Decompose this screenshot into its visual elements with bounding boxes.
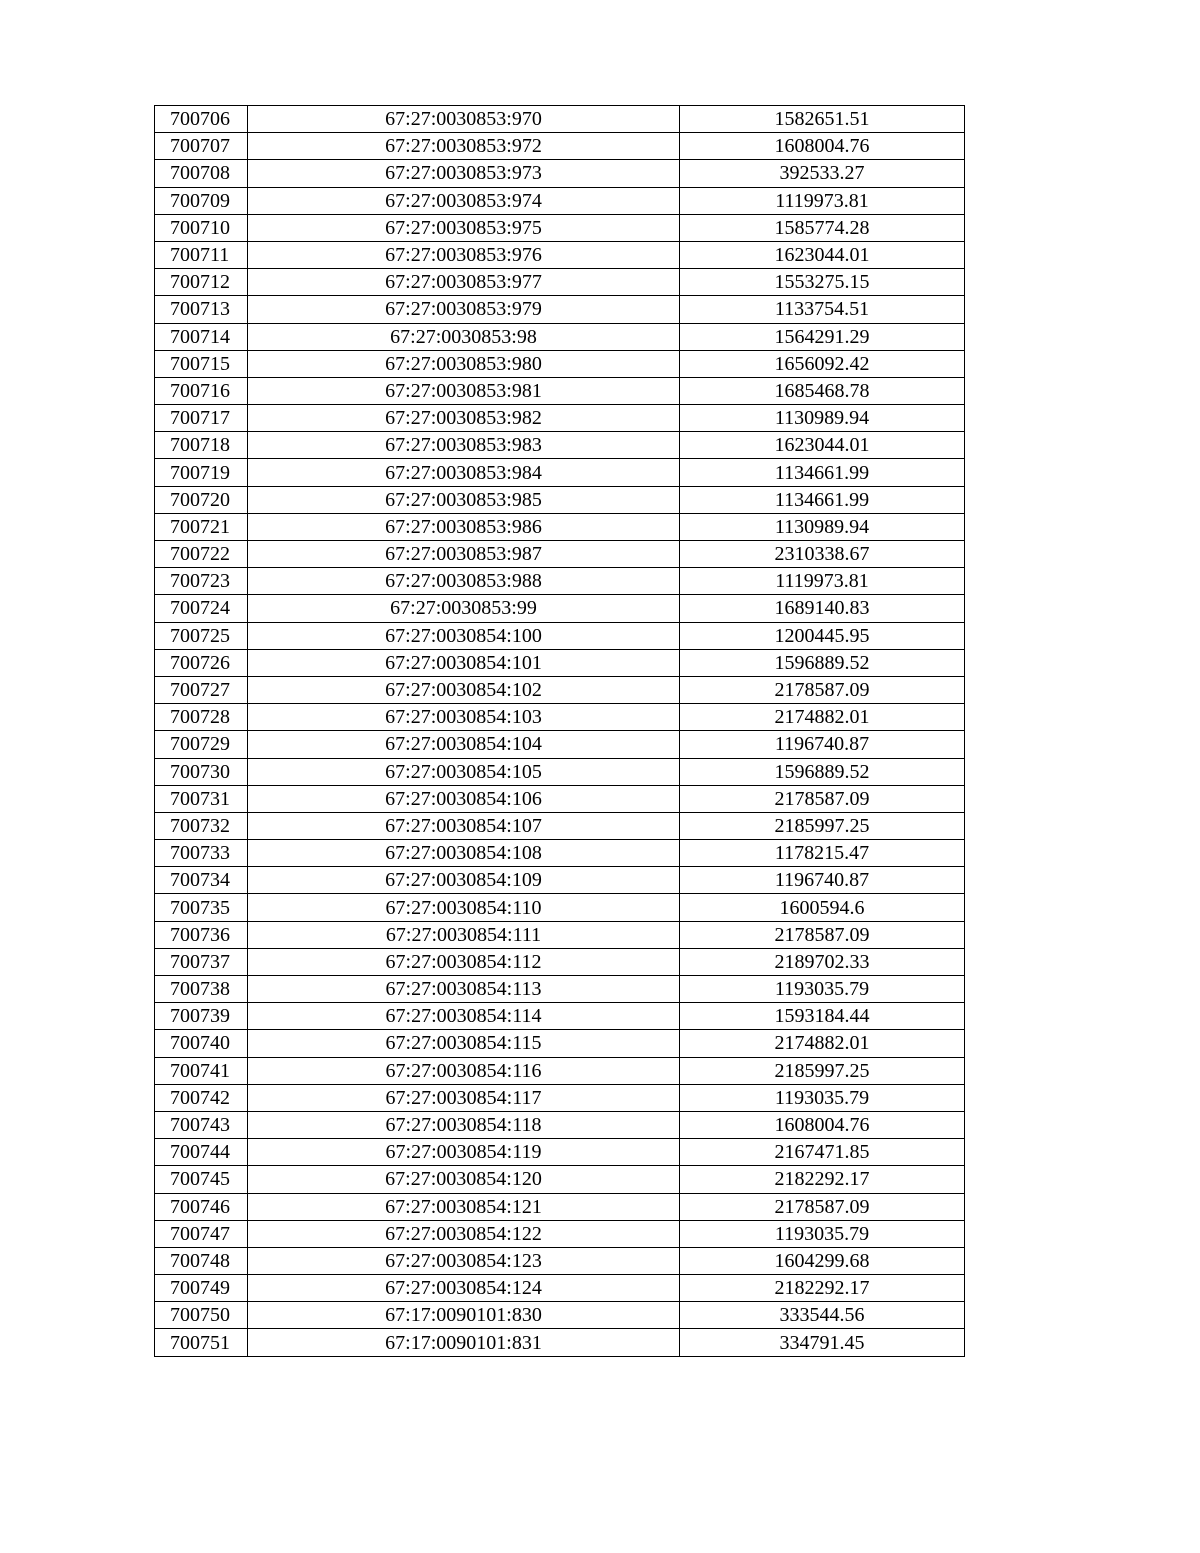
table-row bbox=[155, 867, 965, 894]
row-number-cell: 700718 bbox=[155, 432, 248, 459]
row-number-cell: 700731 bbox=[155, 785, 248, 812]
cadastral-number-cell: 67:27:0030853:972 bbox=[248, 133, 680, 160]
cadastral-number-cell: 67:27:0030854:109 bbox=[248, 867, 680, 894]
cadastral-value-cell: 2174882.01 bbox=[680, 704, 965, 731]
table-row bbox=[155, 731, 965, 758]
cadastral-value-cell: 1600594.6 bbox=[680, 894, 965, 921]
cadastral-number-cell: 67:27:0030854:123 bbox=[248, 1247, 680, 1274]
cadastral-number-cell: 67:27:0030854:118 bbox=[248, 1111, 680, 1138]
cadastral-number-cell: 67:27:0030853:983 bbox=[248, 432, 680, 459]
cadastral-number-cell: 67:27:0030854:122 bbox=[248, 1220, 680, 1247]
table-row bbox=[155, 704, 965, 731]
cadastral-number-cell: 67:17:0090101:831 bbox=[248, 1329, 680, 1356]
row-number-cell: 700737 bbox=[155, 948, 248, 975]
row-number-cell: 700732 bbox=[155, 812, 248, 839]
cadastral-number-cell: 67:27:0030853:976 bbox=[248, 241, 680, 268]
cadastral-number-cell: 67:27:0030854:103 bbox=[248, 704, 680, 731]
table-row bbox=[155, 296, 965, 323]
cadastral-number-cell: 67:27:0030854:113 bbox=[248, 976, 680, 1003]
row-number-cell: 700743 bbox=[155, 1111, 248, 1138]
cadastral-value-cell: 1585774.28 bbox=[680, 214, 965, 241]
cadastral-number-cell: 67:27:0030854:115 bbox=[248, 1030, 680, 1057]
table-row bbox=[155, 1084, 965, 1111]
row-number-cell: 700747 bbox=[155, 1220, 248, 1247]
table-row bbox=[155, 1139, 965, 1166]
cadastral-value-cell: 1119973.81 bbox=[680, 568, 965, 595]
table-row bbox=[155, 133, 965, 160]
table-row bbox=[155, 595, 965, 622]
cadastral-number-cell: 67:27:0030854:101 bbox=[248, 649, 680, 676]
table-row bbox=[155, 1057, 965, 1084]
cadastral-value-cell: 1685468.78 bbox=[680, 377, 965, 404]
cadastral-number-cell: 67:27:0030853:985 bbox=[248, 486, 680, 513]
cadastral-value-cell: 1178215.47 bbox=[680, 840, 965, 867]
row-number-cell: 700721 bbox=[155, 513, 248, 540]
cadastral-number-cell: 67:27:0030854:106 bbox=[248, 785, 680, 812]
row-number-cell: 700720 bbox=[155, 486, 248, 513]
row-number-cell: 700739 bbox=[155, 1003, 248, 1030]
table-row bbox=[155, 948, 965, 975]
row-number-cell: 700724 bbox=[155, 595, 248, 622]
cadastral-number-cell: 67:27:0030853:982 bbox=[248, 405, 680, 432]
cadastral-number-cell: 67:27:0030853:979 bbox=[248, 296, 680, 323]
table-row bbox=[155, 541, 965, 568]
row-number-cell: 700745 bbox=[155, 1166, 248, 1193]
cadastral-number-cell: 67:27:0030854:105 bbox=[248, 758, 680, 785]
table-row bbox=[155, 106, 965, 133]
row-number-cell: 700710 bbox=[155, 214, 248, 241]
table-row bbox=[155, 840, 965, 867]
table-row bbox=[155, 513, 965, 540]
cadastral-number-cell: 67:27:0030853:987 bbox=[248, 541, 680, 568]
table-row bbox=[155, 649, 965, 676]
table-row bbox=[155, 1030, 965, 1057]
row-number-cell: 700741 bbox=[155, 1057, 248, 1084]
cadastral-number-cell: 67:27:0030854:121 bbox=[248, 1193, 680, 1220]
table-row bbox=[155, 350, 965, 377]
cadastral-number-cell: 67:27:0030854:120 bbox=[248, 1166, 680, 1193]
table-row bbox=[155, 1003, 965, 1030]
cadastral-number-cell: 67:27:0030854:116 bbox=[248, 1057, 680, 1084]
cadastral-value-cell: 1608004.76 bbox=[680, 1111, 965, 1138]
row-number-cell: 700729 bbox=[155, 731, 248, 758]
cadastral-number-cell: 67:27:0030854:111 bbox=[248, 921, 680, 948]
table-row bbox=[155, 1275, 965, 1302]
cadastral-value-cell: 2167471.85 bbox=[680, 1139, 965, 1166]
cadastral-value-cell: 1623044.01 bbox=[680, 241, 965, 268]
table-row bbox=[155, 676, 965, 703]
cadastral-number-cell: 67:27:0030854:124 bbox=[248, 1275, 680, 1302]
table-row bbox=[155, 377, 965, 404]
row-number-cell: 700715 bbox=[155, 350, 248, 377]
cadastral-value-cell: 1130989.94 bbox=[680, 513, 965, 540]
row-number-cell: 700746 bbox=[155, 1193, 248, 1220]
table-row bbox=[155, 187, 965, 214]
row-number-cell: 700707 bbox=[155, 133, 248, 160]
row-number-cell: 700714 bbox=[155, 323, 248, 350]
table-row bbox=[155, 1193, 965, 1220]
cadastral-value-cell: 334791.45 bbox=[680, 1329, 965, 1356]
cadastral-number-cell: 67:27:0030853:988 bbox=[248, 568, 680, 595]
table-row bbox=[155, 921, 965, 948]
table-row bbox=[155, 1111, 965, 1138]
cadastral-value-cell: 1193035.79 bbox=[680, 1084, 965, 1111]
row-number-cell: 700706 bbox=[155, 106, 248, 133]
cadastral-value-cell: 1623044.01 bbox=[680, 432, 965, 459]
table-row bbox=[155, 1166, 965, 1193]
cadastral-number-cell: 67:27:0030853:986 bbox=[248, 513, 680, 540]
table-body bbox=[155, 106, 965, 1357]
cadastral-number-cell: 67:27:0030853:981 bbox=[248, 377, 680, 404]
cadastral-number-cell: 67:27:0030854:100 bbox=[248, 622, 680, 649]
row-number-cell: 700735 bbox=[155, 894, 248, 921]
cadastral-value-cell: 392533.27 bbox=[680, 160, 965, 187]
row-number-cell: 700713 bbox=[155, 296, 248, 323]
table-row bbox=[155, 812, 965, 839]
table-row bbox=[155, 894, 965, 921]
row-number-cell: 700730 bbox=[155, 758, 248, 785]
cadastral-number-cell: 67:27:0030853:980 bbox=[248, 350, 680, 377]
cadastral-number-cell: 67:27:0030854:119 bbox=[248, 1139, 680, 1166]
table-row bbox=[155, 432, 965, 459]
cadastral-number-cell: 67:27:0030853:99 bbox=[248, 595, 680, 622]
row-number-cell: 700727 bbox=[155, 676, 248, 703]
cadastral-number-cell: 67:27:0030853:975 bbox=[248, 214, 680, 241]
cadastral-value-cell: 1134661.99 bbox=[680, 459, 965, 486]
cadastral-number-cell: 67:27:0030853:984 bbox=[248, 459, 680, 486]
cadastral-number-cell: 67:17:0090101:830 bbox=[248, 1302, 680, 1329]
cadastral-number-cell: 67:27:0030854:117 bbox=[248, 1084, 680, 1111]
row-number-cell: 700740 bbox=[155, 1030, 248, 1057]
cadastral-value-cell: 1564291.29 bbox=[680, 323, 965, 350]
table-row bbox=[155, 568, 965, 595]
row-number-cell: 700736 bbox=[155, 921, 248, 948]
cadastral-value-cell: 1604299.68 bbox=[680, 1247, 965, 1274]
row-number-cell: 700751 bbox=[155, 1329, 248, 1356]
table-row bbox=[155, 622, 965, 649]
cadastral-value-cell: 1134661.99 bbox=[680, 486, 965, 513]
cadastral-value-table bbox=[154, 105, 965, 1357]
cadastral-number-cell: 67:27:0030853:977 bbox=[248, 269, 680, 296]
cadastral-value-cell: 2178587.09 bbox=[680, 785, 965, 812]
row-number-cell: 700744 bbox=[155, 1139, 248, 1166]
table-row bbox=[155, 405, 965, 432]
row-number-cell: 700728 bbox=[155, 704, 248, 731]
cadastral-value-cell: 1130989.94 bbox=[680, 405, 965, 432]
row-number-cell: 700709 bbox=[155, 187, 248, 214]
table-row bbox=[155, 241, 965, 268]
cadastral-number-cell: 67:27:0030854:110 bbox=[248, 894, 680, 921]
table-row bbox=[155, 1220, 965, 1247]
row-number-cell: 700725 bbox=[155, 622, 248, 649]
cadastral-value-cell: 2310338.67 bbox=[680, 541, 965, 568]
row-number-cell: 700742 bbox=[155, 1084, 248, 1111]
cadastral-number-cell: 67:27:0030854:108 bbox=[248, 840, 680, 867]
cadastral-number-cell: 67:27:0030853:970 bbox=[248, 106, 680, 133]
cadastral-value-cell: 2174882.01 bbox=[680, 1030, 965, 1057]
row-number-cell: 700733 bbox=[155, 840, 248, 867]
cadastral-value-cell: 333544.56 bbox=[680, 1302, 965, 1329]
row-number-cell: 700711 bbox=[155, 241, 248, 268]
row-number-cell: 700722 bbox=[155, 541, 248, 568]
cadastral-value-cell: 1196740.87 bbox=[680, 731, 965, 758]
cadastral-value-cell: 2185997.25 bbox=[680, 812, 965, 839]
row-number-cell: 700734 bbox=[155, 867, 248, 894]
row-number-cell: 700738 bbox=[155, 976, 248, 1003]
cadastral-value-cell: 1593184.44 bbox=[680, 1003, 965, 1030]
cadastral-number-cell: 67:27:0030854:107 bbox=[248, 812, 680, 839]
cadastral-value-cell: 2178587.09 bbox=[680, 1193, 965, 1220]
cadastral-value-cell: 1582651.51 bbox=[680, 106, 965, 133]
cadastral-value-cell: 1596889.52 bbox=[680, 649, 965, 676]
cadastral-value-cell: 1553275.15 bbox=[680, 269, 965, 296]
cadastral-value-cell: 1193035.79 bbox=[680, 976, 965, 1003]
table-row bbox=[155, 323, 965, 350]
table-row bbox=[155, 160, 965, 187]
cadastral-number-cell: 67:27:0030854:114 bbox=[248, 1003, 680, 1030]
row-number-cell: 700748 bbox=[155, 1247, 248, 1274]
cadastral-value-cell: 2182292.17 bbox=[680, 1275, 965, 1302]
table-row bbox=[155, 976, 965, 1003]
table-row bbox=[155, 758, 965, 785]
table-row bbox=[155, 1302, 965, 1329]
row-number-cell: 700749 bbox=[155, 1275, 248, 1302]
row-number-cell: 700750 bbox=[155, 1302, 248, 1329]
table-row bbox=[155, 269, 965, 296]
table-row bbox=[155, 486, 965, 513]
cadastral-value-cell: 1596889.52 bbox=[680, 758, 965, 785]
cadastral-value-cell: 2178587.09 bbox=[680, 921, 965, 948]
cadastral-value-cell: 1133754.51 bbox=[680, 296, 965, 323]
row-number-cell: 700719 bbox=[155, 459, 248, 486]
cadastral-number-cell: 67:27:0030853:973 bbox=[248, 160, 680, 187]
cadastral-number-cell: 67:27:0030854:112 bbox=[248, 948, 680, 975]
cadastral-number-cell: 67:27:0030854:104 bbox=[248, 731, 680, 758]
cadastral-value-cell: 1689140.83 bbox=[680, 595, 965, 622]
table-row bbox=[155, 459, 965, 486]
row-number-cell: 700723 bbox=[155, 568, 248, 595]
cadastral-number-cell: 67:27:0030854:102 bbox=[248, 676, 680, 703]
cadastral-value-cell: 2182292.17 bbox=[680, 1166, 965, 1193]
row-number-cell: 700708 bbox=[155, 160, 248, 187]
cadastral-value-cell: 1608004.76 bbox=[680, 133, 965, 160]
cadastral-number-cell: 67:27:0030853:974 bbox=[248, 187, 680, 214]
cadastral-value-cell: 1196740.87 bbox=[680, 867, 965, 894]
row-number-cell: 700726 bbox=[155, 649, 248, 676]
cadastral-value-cell: 1656092.42 bbox=[680, 350, 965, 377]
table-row bbox=[155, 214, 965, 241]
cadastral-value-cell: 1200445.95 bbox=[680, 622, 965, 649]
cadastral-number-cell: 67:27:0030853:98 bbox=[248, 323, 680, 350]
row-number-cell: 700717 bbox=[155, 405, 248, 432]
cadastral-value-cell: 2178587.09 bbox=[680, 676, 965, 703]
table-row bbox=[155, 1329, 965, 1356]
cadastral-value-cell: 2189702.33 bbox=[680, 948, 965, 975]
row-number-cell: 700716 bbox=[155, 377, 248, 404]
cadastral-value-cell: 1193035.79 bbox=[680, 1220, 965, 1247]
row-number-cell: 700712 bbox=[155, 269, 248, 296]
table-row bbox=[155, 785, 965, 812]
table-row bbox=[155, 1247, 965, 1274]
cadastral-value-cell: 2185997.25 bbox=[680, 1057, 965, 1084]
cadastral-value-cell: 1119973.81 bbox=[680, 187, 965, 214]
